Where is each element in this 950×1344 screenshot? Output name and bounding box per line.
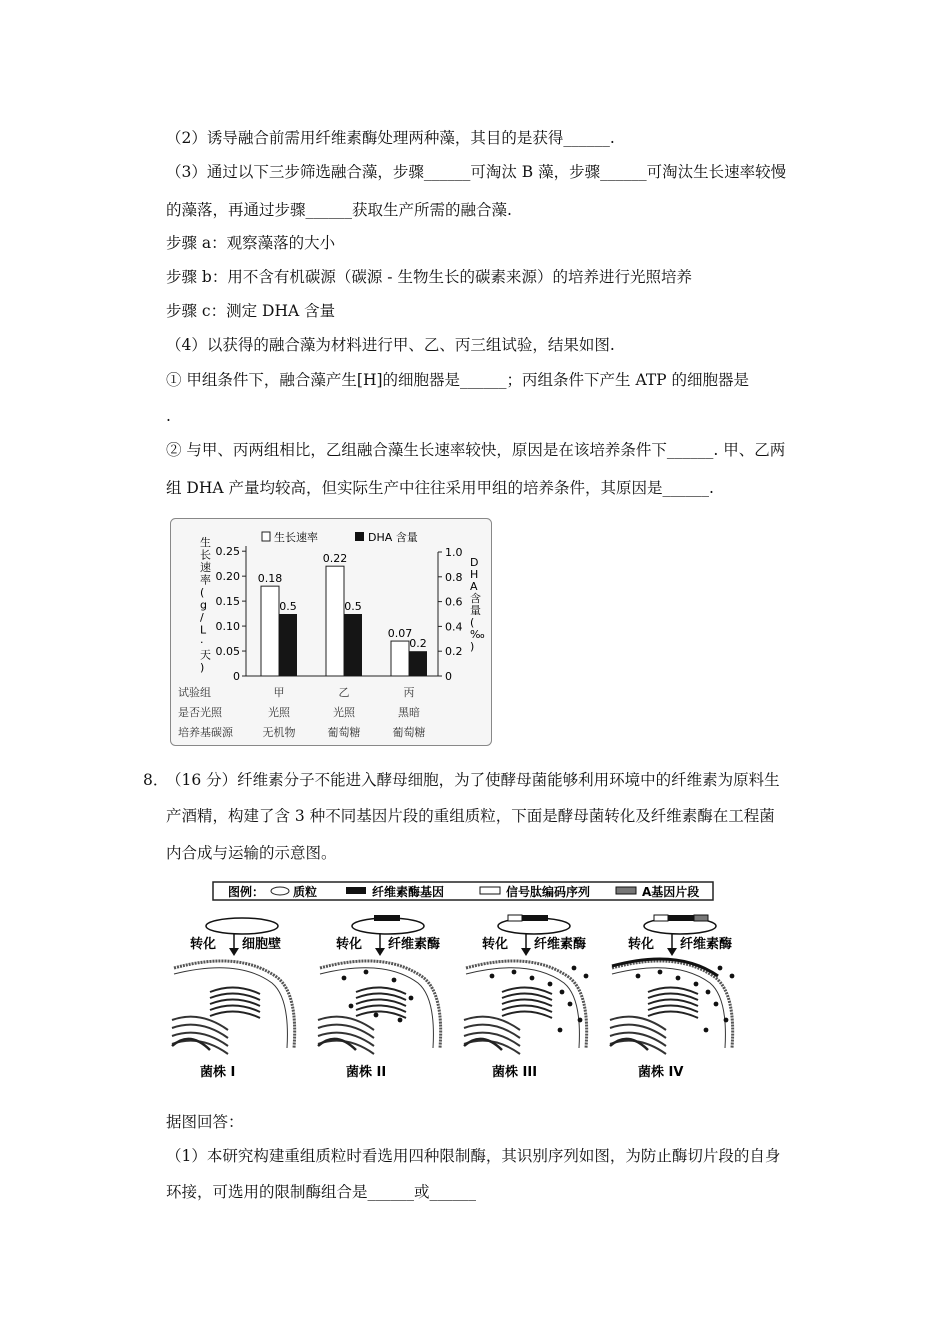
er-membrane <box>172 1017 228 1030</box>
a-gene-legend-icon <box>616 887 636 894</box>
cellulase-dot <box>636 974 641 979</box>
bar-dha-label: 0.2 <box>409 637 427 651</box>
cellulase-dot <box>398 1018 403 1023</box>
left-tick-label: 0.25 <box>215 545 240 559</box>
er-membrane <box>610 1017 666 1030</box>
left-tick-label: 0 <box>233 670 240 683</box>
question-4-text: （4）以获得的融合藻为材料进行甲、乙、丙三组试验，结果如图. <box>166 336 615 354</box>
cellulase-dot <box>548 982 553 987</box>
row-value: 乙 <box>338 686 350 699</box>
cellulase-dot <box>694 982 699 987</box>
cellulase-dot <box>342 976 347 981</box>
legend-box <box>213 882 713 900</box>
bar-chart <box>170 518 492 746</box>
er-membrane <box>318 1017 374 1030</box>
strain-label: 菌株 III <box>492 1065 538 1080</box>
panel-label: 纤维素酶 <box>534 937 587 952</box>
row-value: 葡萄糖 <box>327 726 361 739</box>
strain-label: 菌株 I <box>200 1065 236 1080</box>
row-label: 是否光照 <box>178 706 222 719</box>
cellulase-dot <box>392 978 397 983</box>
signal-peptide-segment <box>654 915 668 921</box>
cellulase-dot <box>714 1002 719 1007</box>
right-tick-label: 0.8 <box>445 570 463 584</box>
right-tick-label: 1.0 <box>445 546 463 559</box>
cell-membrane <box>466 968 579 1048</box>
er-membrane <box>610 1025 666 1038</box>
golgi-cisterna <box>356 1011 406 1018</box>
left-tick-label: 0.05 <box>215 645 240 659</box>
cellulase-dot <box>558 1028 563 1033</box>
cell-membrane <box>612 968 725 1048</box>
gene-legend-icon <box>346 887 366 894</box>
row-value: 光照 <box>268 706 290 719</box>
a-gene-segment <box>694 915 708 921</box>
signal-peptide-segment <box>508 915 522 921</box>
cellulase-dot <box>374 1013 379 1018</box>
question-8-text: （16 分）纤维素分子不能进入酵母细胞，为了使酵母菌能够利用环境中的纤维素为原料生 <box>166 771 780 789</box>
cellulase-dot <box>490 974 495 979</box>
left-axis-title: 生长速率( g / L ·天) <box>200 536 211 674</box>
plasmid <box>206 918 278 934</box>
er-membrane <box>318 1025 374 1038</box>
bar-dha <box>279 614 297 676</box>
row-value: 甲 <box>273 686 285 699</box>
bar-dha <box>344 614 362 676</box>
bar-growth-label: 0.22 <box>322 552 348 566</box>
yeast-transformation-diagram <box>168 880 748 1090</box>
legend-item-cellulase-gene: 纤维素酶基因 <box>372 885 445 899</box>
cellulase-gene-segment <box>522 915 548 921</box>
step-a: 步骤 a：观察藻落的大小 <box>166 234 336 252</box>
legend-growth-label: 生长速率 <box>274 531 318 544</box>
cellulase-dot <box>676 976 681 981</box>
legend-item-signal-peptide: 信号肽编码序列 <box>506 885 591 899</box>
cellulase-dot <box>584 974 589 979</box>
right-tick-label: 0 <box>445 670 452 683</box>
question-2-text: （2）诱导融合前需用纤维素酶处理两种藻，其目的是获得______. <box>166 129 615 147</box>
left-tick-label: 0.10 <box>215 620 240 634</box>
question-8-text-cont2: 内合成与运输的示意图。 <box>166 844 337 862</box>
right-tick-label: 0.2 <box>445 645 463 659</box>
bar-growth-label: 0.18 <box>257 572 283 586</box>
panel-label: 纤维素酶 <box>680 937 733 952</box>
answer-prompt: 据图回答： <box>166 1113 244 1131</box>
legend-item-a-gene: A基因片段 <box>642 885 700 899</box>
legend-item-plasmid: 质粒 <box>293 885 318 899</box>
left-tick-label: 0.20 <box>215 570 240 584</box>
bar-growth-rate <box>261 586 279 676</box>
cell-membrane <box>174 968 287 1048</box>
cellulase-gene-segment <box>668 915 694 921</box>
panel-label: 细胞壁 <box>242 937 282 952</box>
cellulase-gene-segment <box>374 915 400 921</box>
cellulase-dot <box>706 990 711 995</box>
cellulase-dot <box>409 996 414 1001</box>
arrow-head-icon <box>521 948 531 956</box>
row-label: 试验组 <box>178 686 211 699</box>
cellulase-dot <box>704 1028 709 1033</box>
transform-label: 转化 <box>190 937 217 952</box>
er-membrane <box>464 1025 520 1038</box>
right-tick-label: 0.6 <box>445 595 463 609</box>
cellulase-dot <box>530 976 535 981</box>
question-8-text-cont1: 产酒精，构建了含 3 种不同基因片段的重组质粒，下面是酵母菌转化及纤维素酶在工程菌 <box>166 807 775 825</box>
step-b: 步骤 b：用不含有机碳源（碳源 - 生物生长的碳素来源）的培养进行光照培养 <box>166 268 692 286</box>
cell-membrane <box>320 968 433 1048</box>
step-c: 步骤 c：测定 DHA 含量 <box>166 302 336 320</box>
panel-label: 纤维素酶 <box>388 937 441 952</box>
cellulase-dot <box>724 1018 729 1023</box>
strain-label: 菌株 II <box>346 1065 387 1080</box>
bar-dha <box>409 651 427 676</box>
arrow-head-icon <box>375 948 385 956</box>
question-4-part1-end: . <box>166 407 171 425</box>
bar-growth-label: 0.07 <box>387 627 413 641</box>
transform-label: 转化 <box>336 937 363 952</box>
bar-dha-label: 0.5 <box>344 600 362 613</box>
question-3-text-cont: 的藻落，再通过步骤______获取生产所需的融合藻. <box>166 201 512 219</box>
row-value: 葡萄糖 <box>392 726 426 739</box>
cellulase-dot <box>349 1004 354 1009</box>
cellulase-dot <box>364 970 369 975</box>
row-value: 光照 <box>333 706 355 719</box>
bar-growth-rate <box>391 641 409 676</box>
question-4-part2: ② 与甲、丙两组相比，乙组融合藻生长速率较快，原因是在该培养条件下______. 甲、乙两 <box>166 441 786 459</box>
bar-dha-label: 0.5 <box>279 600 297 613</box>
legend-growth-swatch <box>262 532 270 541</box>
left-tick-label: 0.15 <box>215 595 240 609</box>
golgi-cisterna <box>210 1011 260 1018</box>
question-4-part2-cont: 组 DHA 产量均较高，但实际生产中往往采用甲组的培养条件，其原因是______. <box>166 479 714 497</box>
row-value: 无机物 <box>262 726 296 739</box>
cellulase-dot <box>730 974 735 979</box>
row-value: 黑暗 <box>398 706 420 719</box>
strain-label: 菌株 IV <box>638 1065 684 1080</box>
bar-growth-rate <box>326 566 344 676</box>
row-value: 丙 <box>403 686 415 699</box>
question-8-part1-cont: 环接，可选用的限制酶组合是______或______ <box>166 1183 477 1201</box>
right-axis-title: D H A 含量( ‰ ) <box>470 556 485 653</box>
question-4-part1: ① 甲组条件下，融合藻产生[H]的细胞器是______；丙组条件下产生 ATP 的细胞器是 <box>166 371 750 389</box>
question-3-text: （3）通过以下三步筛选融合藻，步骤______可淘汰 B 藻，步骤______可淘汰生长速率较慢 <box>166 163 787 181</box>
right-tick-label: 0.4 <box>445 620 463 634</box>
er-membrane <box>464 1017 520 1030</box>
strain-panel <box>610 915 734 1080</box>
golgi-cisterna <box>648 1011 698 1018</box>
cellulase-dot <box>578 1018 583 1023</box>
cellulase-dot <box>512 970 517 975</box>
a-protein-layer <box>612 959 718 976</box>
question-8-part1: （1）本研究构建重组质粒时看选用四种限制酶，其识别序列如图，为防止酶切片段的自身 <box>166 1147 781 1165</box>
strain-panel <box>172 918 295 1080</box>
er-membrane <box>172 1025 228 1038</box>
transform-label: 转化 <box>628 937 655 952</box>
cellulase-dot <box>560 990 565 995</box>
cellulase-dot <box>568 1002 573 1007</box>
legend-title: 图例： <box>228 885 265 899</box>
legend-dha-label: DHA 含量 <box>368 531 418 544</box>
golgi-cisterna <box>502 1011 552 1018</box>
row-label: 培养基碳源 <box>178 726 233 739</box>
question-8-number: 8． <box>143 771 169 789</box>
strain-panel <box>464 915 588 1080</box>
arrow-head-icon <box>229 948 239 956</box>
transform-label: 转化 <box>482 937 509 952</box>
cellulase-dot <box>718 966 723 971</box>
strain-panel <box>318 915 441 1080</box>
legend-dha-swatch <box>355 532 364 541</box>
cellulase-dot <box>658 970 663 975</box>
arrow-head-icon <box>667 948 677 956</box>
cellulase-dot <box>572 966 577 971</box>
signal-peptide-legend-icon <box>480 887 500 894</box>
